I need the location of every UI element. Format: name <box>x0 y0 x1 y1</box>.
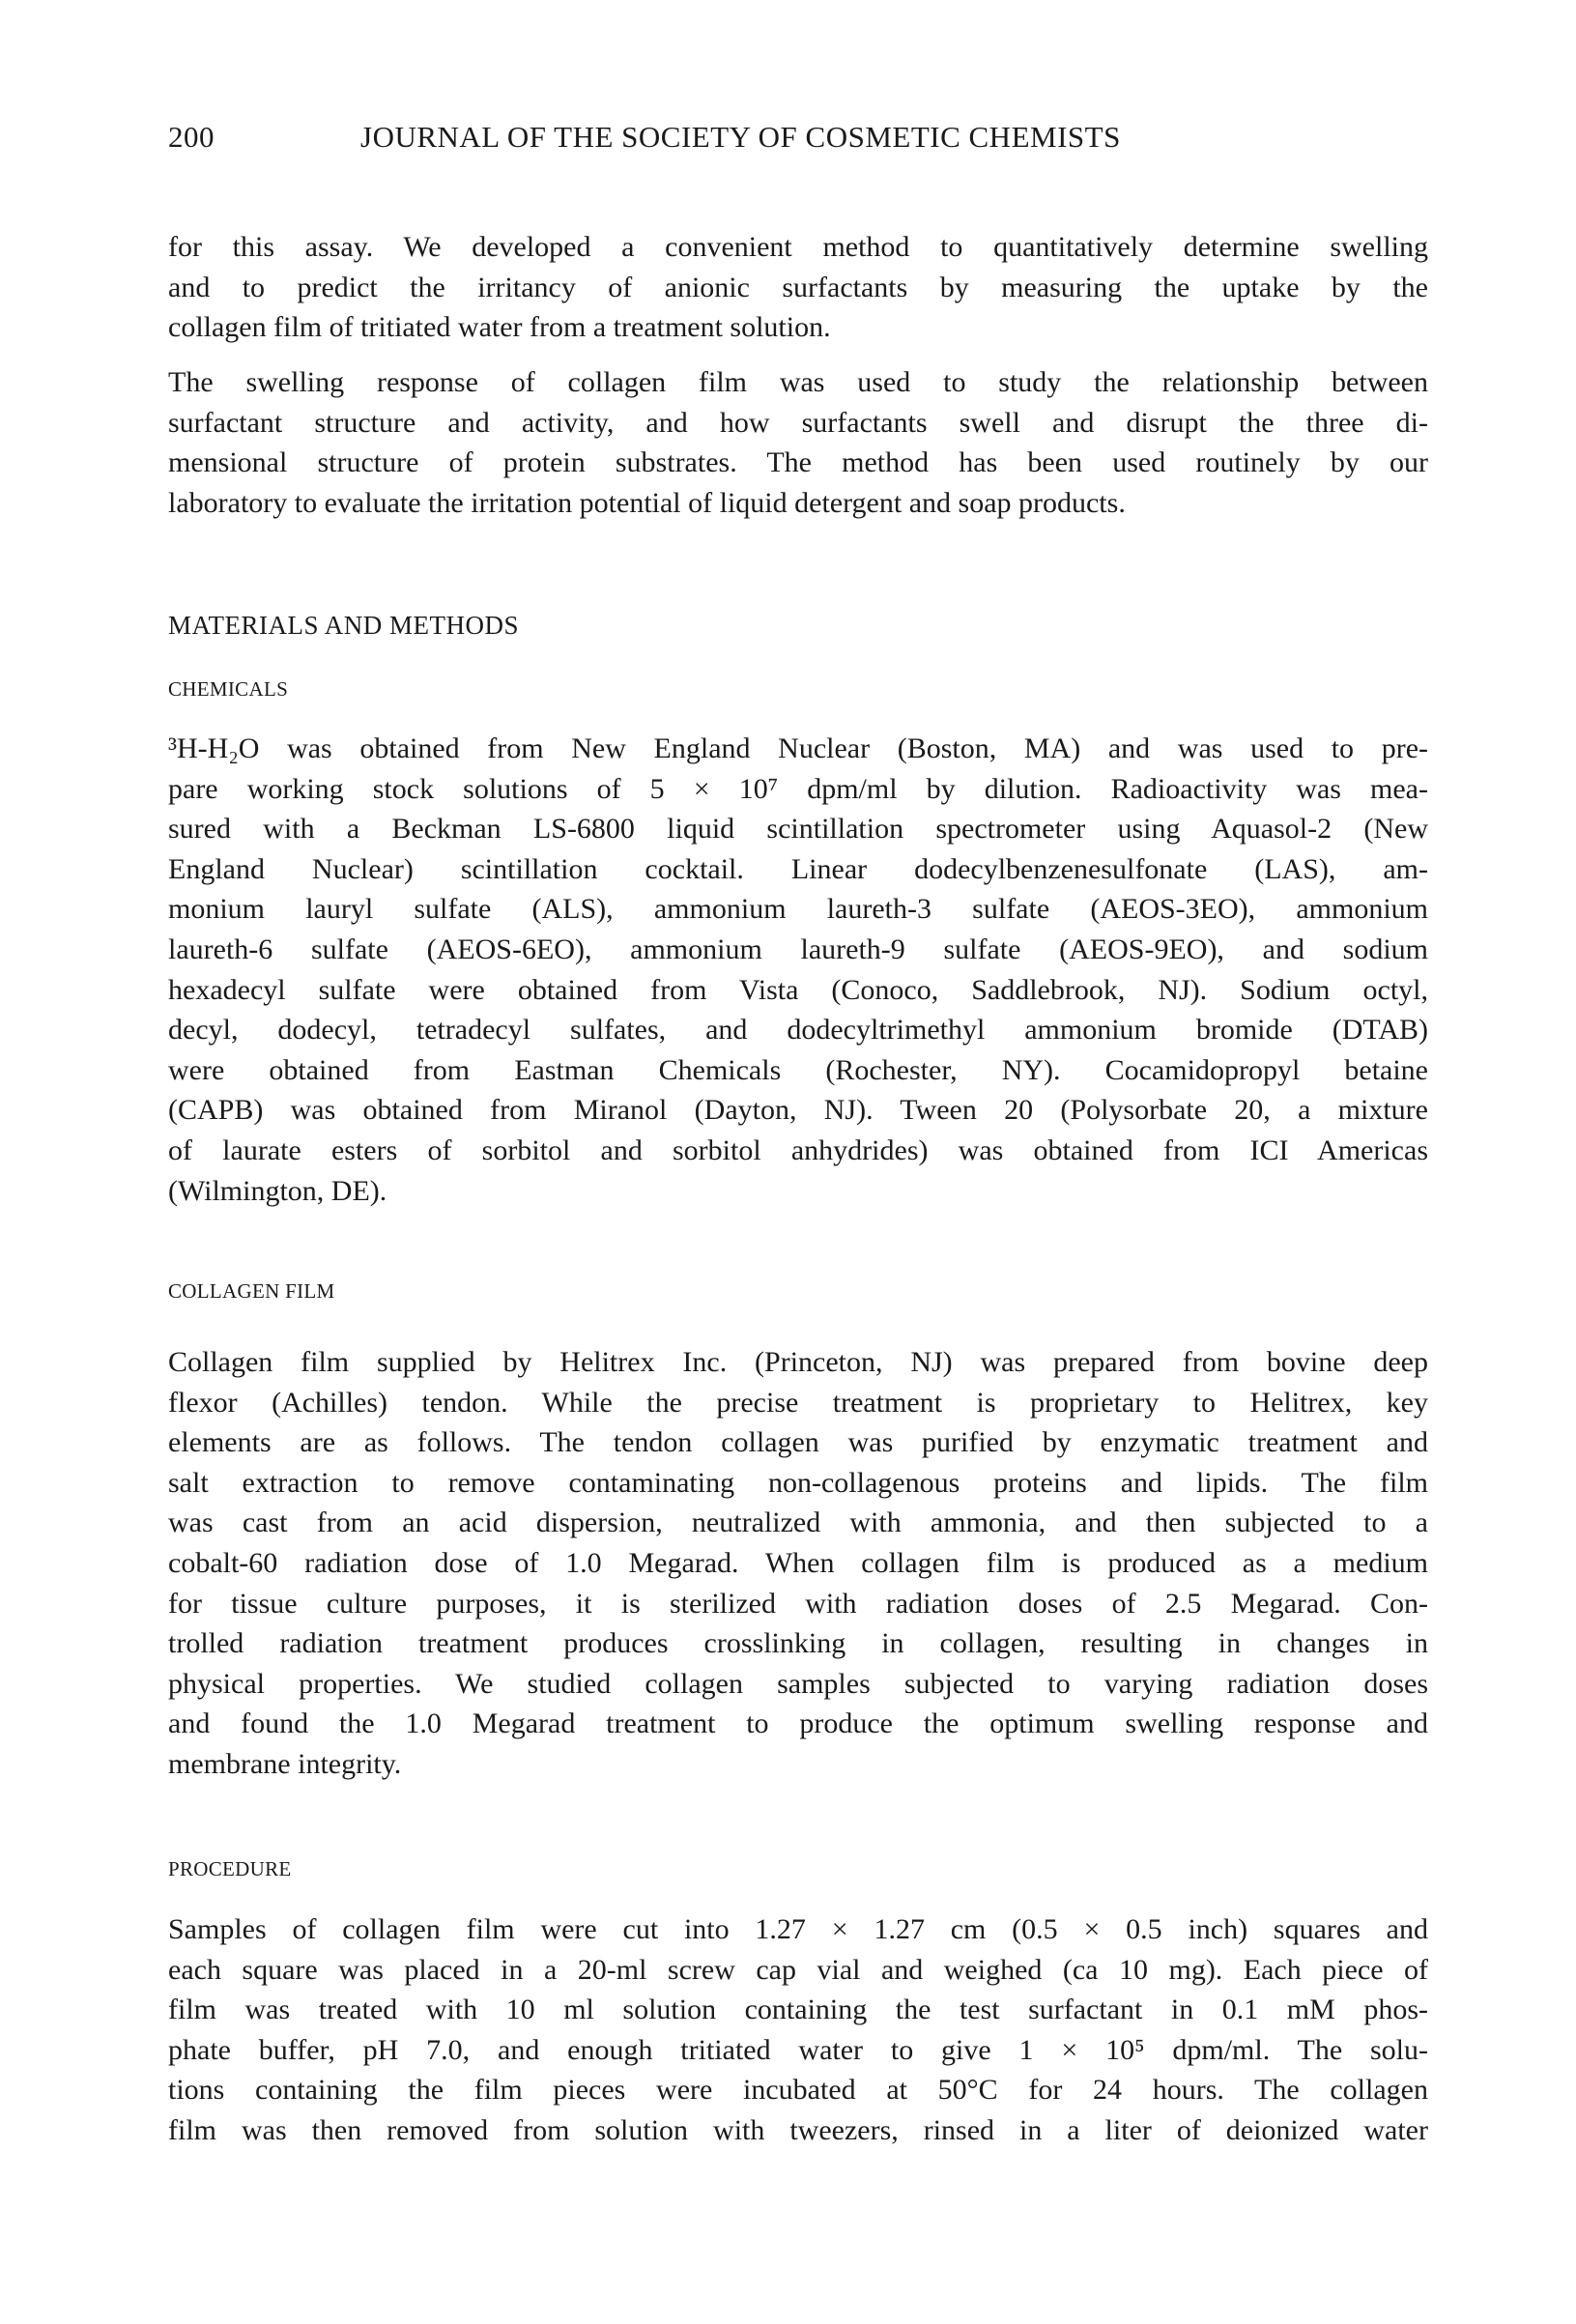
text-line: mensional structure of protein substrates. The method has been used routinely by our <box>168 446 1428 479</box>
text-line: were obtained from Eastman Chemicals (Rochester, NY). Cocamidopropyl betaine <box>168 1053 1428 1086</box>
section-heading: MATERIALS AND METHODS <box>168 611 520 640</box>
text-line: England Nuclear) scintillation cocktail. Linear dodecylbenzenesulfonate (LAS), am- <box>168 852 1428 885</box>
running-header: JOURNAL OF THE SOCIETY OF COSMETIC CHEMISTS <box>360 120 1121 154</box>
text-line: and found the 1.0 Megarad treatment to produce the optimum swelling response and <box>168 1707 1428 1740</box>
intro-paragraph-1 <box>168 227 1428 348</box>
text-line: ³H-H₂O was obtained from New England Nuclear (Boston, MA) and was used to pre- <box>168 732 1428 764</box>
text-line: (CAPB) was obtained from Miranol (Dayton, NJ). Tween 20 (Polysorbate 20, a mixture <box>168 1094 1428 1127</box>
text-line: pare working stock solutions of 5 × 10⁷ dpm/ml by dilution. Radioactivity was mea- <box>168 772 1428 805</box>
text-line: salt extraction to remove contaminating non-collagenous proteins and lipids. The film <box>168 1466 1428 1499</box>
text-line: phate buffer, pH 7.0, and enough tritiated water to give 1 × 10⁵ dpm/ml. The solu- <box>168 2033 1428 2066</box>
page-number: 200 <box>168 120 215 154</box>
text-line: tions containing the film pieces were incubated at 50°C for 24 hours. The collagen <box>168 2074 1428 2107</box>
text-line: Collagen film supplied by Helitrex Inc. (Princeton, NJ) was prepared from bovine deep <box>168 1346 1428 1378</box>
procedure-heading: PROCEDURE <box>168 1857 292 1880</box>
text-line: collagen film of tritiated water from a treatment solution. <box>168 311 831 344</box>
text-line: elements are as follows. The tendon collagen was purified by enzymatic treatment and <box>168 1426 1428 1459</box>
text-line: membrane integrity. <box>168 1747 402 1780</box>
text-line: Samples of collagen film were cut into 1.27 × 1.27 cm (0.5 × 0.5 inch) squares and <box>168 1913 1428 1945</box>
text-line: surfactant structure and activity, and how surfactants swell and disrupt the three di- <box>168 406 1428 439</box>
chemicals-paragraph <box>168 729 1428 1211</box>
text-line: hexadecyl sulfate were obtained from Vista (Conoco, Saddlebrook, NJ). Sodium octyl, <box>168 973 1428 1006</box>
text-line: film was then removed from solution with tweezers, rinsed in a liter of deionized water <box>168 2113 1428 2146</box>
text-line: for this assay. We developed a convenient method to quantitatively determine swelling <box>168 231 1428 263</box>
text-line: trolled radiation treatment produces crosslinking in collagen, resulting in changes in <box>168 1627 1428 1660</box>
text-line: sured with a Beckman LS-6800 liquid scintillation spectrometer using Aquasol-2 (New <box>168 813 1428 846</box>
chemicals-heading: CHEMICALS <box>168 677 289 701</box>
text-line: each square was placed in a 20-ml screw cap vial and weighed (ca 10 mg). Each piece of <box>168 1953 1428 1986</box>
collagen-film-heading: COLLAGEN FILM <box>168 1279 335 1303</box>
text-line: was cast from an acid dispersion, neutralized with ammonia, and then subjected to a <box>168 1506 1428 1539</box>
text-line: for tissue culture purposes, it is sterilized with radiation doses of 2.5 Megarad. Con- <box>168 1587 1428 1620</box>
intro-paragraph-2 <box>168 362 1428 523</box>
procedure-paragraph <box>168 1909 1428 2151</box>
text-line: decyl, dodecyl, tetradecyl sulfates, and dodecyltrimethyl ammonium bromide (DTAB) <box>168 1014 1428 1047</box>
text-line: cobalt-60 radiation dose of 1.0 Megarad. When collagen film is produced as a medium <box>168 1546 1428 1579</box>
text-line: laureth-6 sulfate (AEOS-6EO), ammonium laureth-9 sulfate (AEOS-9EO), and sodium <box>168 932 1428 965</box>
collagen-film-paragraph <box>168 1342 1428 1785</box>
text-line: (Wilmington, DE). <box>168 1174 387 1207</box>
text-line: of laurate esters of sorbitol and sorbitol anhydrides) was obtained from ICI Americas <box>168 1133 1428 1166</box>
text-line: flexor (Achilles) tendon. While the precise treatment is proprietary to Helitrex, key <box>168 1386 1428 1419</box>
text-line: laboratory to evaluate the irritation potential of liquid detergent and soap products. <box>168 486 1126 519</box>
text-line: and to predict the irritancy of anionic surfactants by measuring the uptake by the <box>168 271 1428 303</box>
text-line: The swelling response of collagen film was used to study the relationship between <box>168 366 1428 398</box>
text-line: film was treated with 10 ml solution containing the test surfactant in 0.1 mM phos- <box>168 1994 1428 2026</box>
text-line: physical properties. We studied collagen samples subjected to varying radiation doses <box>168 1667 1428 1700</box>
text-line: monium lauryl sulfate (ALS), ammonium laureth-3 sulfate (AEOS-3EO), ammonium <box>168 893 1428 926</box>
